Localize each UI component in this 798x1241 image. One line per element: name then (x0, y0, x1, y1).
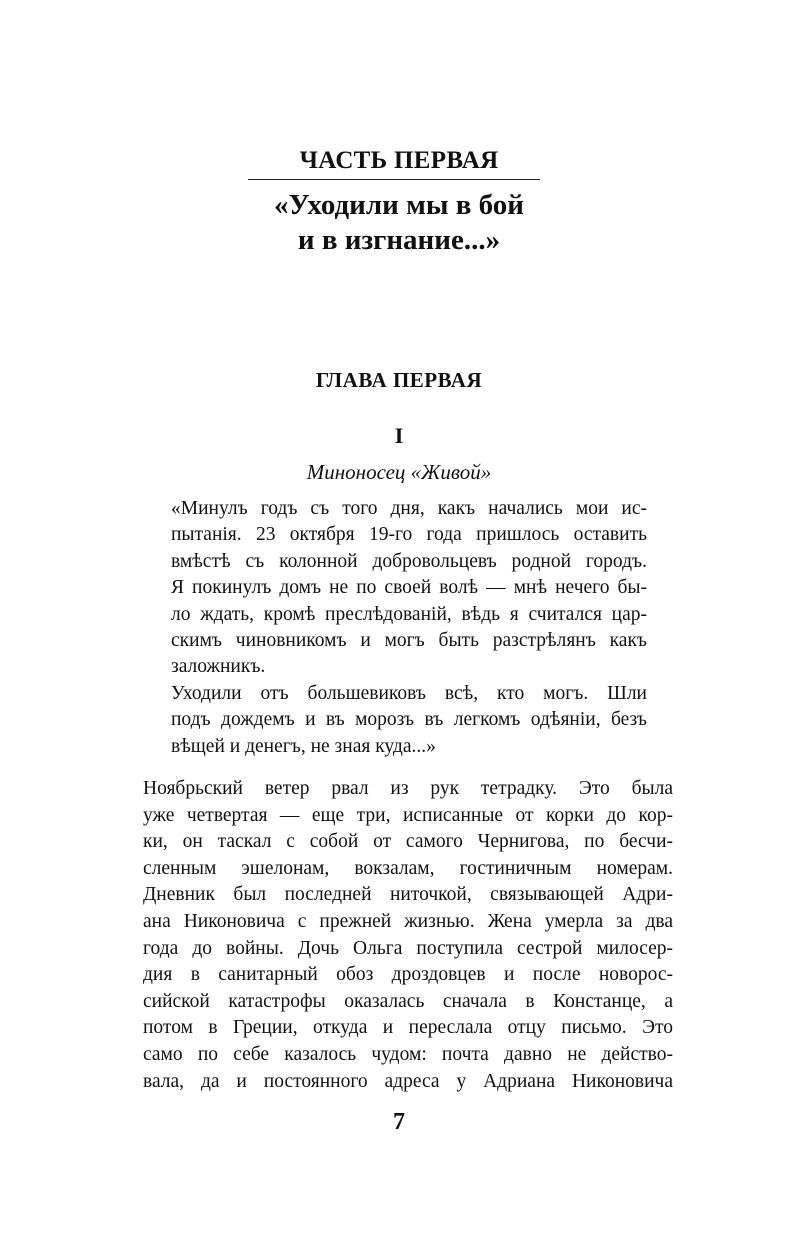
text-line: Ноябрьский ветер рвал из рук тетрадку. Это была (143, 778, 673, 799)
text-line: Уходили отъ большевиковъ всѣ, кто могъ. Шли (171, 682, 647, 704)
text-line: само по себе казалось чудом: почта давно не действо- (143, 1043, 673, 1065)
text-line: уже четвертая — еще три, исписанные от корки до кор- (143, 804, 673, 826)
text-line: скимъ чиновникомъ и могъ быть разстрѣлянъ какъ (171, 630, 647, 652)
epigraph (143, 496, 647, 760)
text-line: сийской катастрофы оказалась сначала в Констанце, а (143, 990, 673, 1012)
text-line: вала, да и постоянного адреса у Адриана Никоновича (143, 1070, 673, 1092)
text-line: пытанія. 23 октября 19-го года пришлось оставить (171, 524, 647, 546)
part-title-divider (248, 179, 540, 180)
text-line: вмѣстѣ съ колонной добровольцевъ родной городъ. (171, 550, 647, 572)
text-line: подъ дождемъ и въ морозъ въ легкомъ одѣяніи, безъ (171, 709, 647, 731)
text-line: Дневник был последней ниточкой, связывающей Адри- (143, 884, 673, 906)
part-subtitle (0, 188, 798, 258)
text-line: потом в Греции, откуда и переслала отцу письмо. Это (143, 1017, 673, 1039)
section-number: I (394, 423, 404, 448)
text-line: дия в санитарный обоз дроздовцев и после новорос- (143, 964, 673, 986)
epigraph-paragraph (143, 496, 647, 681)
text-line: ки, он таскал с собой от самого Чернигова, по бесчи- (143, 831, 673, 853)
text-line: ана Никоновича с прежней жизнью. Жена умерла за два (143, 910, 673, 932)
part-subtitle-line: «Уходили мы в бой (274, 189, 524, 221)
chapter-title: ГЛАВА ПЕРВАЯ (315, 368, 483, 392)
part-subtitle-line: и в изгнание...» (297, 224, 501, 256)
epigraph-paragraph (143, 681, 647, 760)
section-title: Миноносец «Живой» (306, 460, 492, 484)
main-text (113, 776, 673, 1095)
text-line: вѣщей и денегъ, не зная куда...» (171, 735, 436, 757)
part-title: ЧАСТЬ ПЕРВАЯ (299, 147, 499, 174)
text-line: сленным эшелонам, вокзалам, гостиничным номерам. (143, 857, 673, 879)
text-line: Я покинулъ домъ не по своей волѣ — мнѣ нечего бы- (171, 577, 647, 599)
text-line: заложникъ. (171, 656, 266, 678)
body-paragraph (113, 776, 673, 1095)
text-line: года до войны. Дочь Ольга поступила сестрой милосер- (143, 937, 673, 959)
page-number: 7 (393, 1109, 405, 1135)
text-line: «Минулъ годъ съ того дня, какъ начались мои ис- (171, 498, 647, 519)
text-line: ло ждать, кромѣ преслѣдованій, вѣдь я считался цар- (171, 603, 647, 625)
